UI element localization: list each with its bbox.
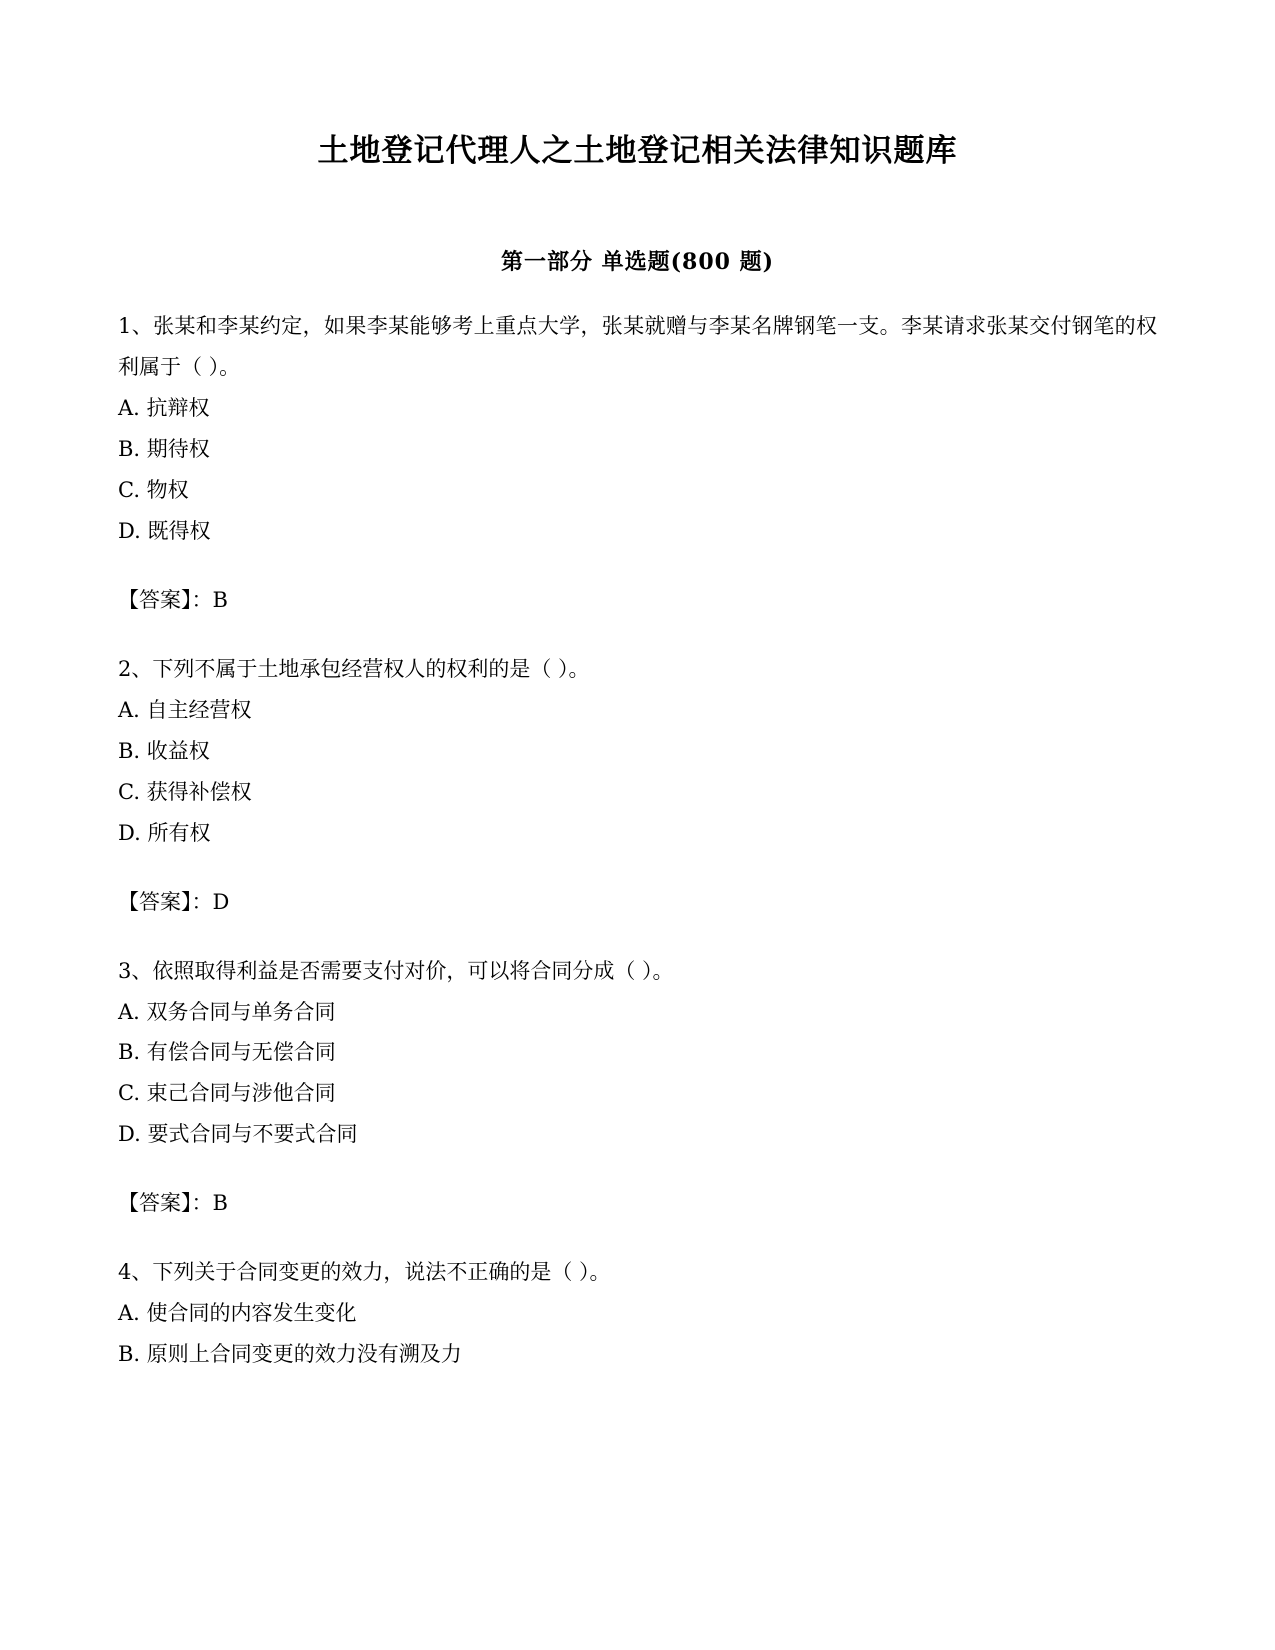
question-option: A. 双务合同与单务合同	[118, 999, 336, 1024]
question-option: C. 物权	[118, 478, 189, 503]
question-stem: 3、依照取得利益是否需要支付对价，可以将合同分成（ ）。	[118, 958, 674, 983]
question-option: A. 抗辩权	[118, 396, 210, 421]
answer-line: 【答案】：B	[118, 1191, 228, 1216]
answer-line: 【答案】：D	[118, 889, 230, 914]
question-option: B. 有偿合同与无偿合同	[118, 1040, 336, 1065]
question-block	[118, 649, 1157, 923]
question-option: B. 收益权	[118, 738, 210, 763]
question-option: C. 获得补偿权	[118, 779, 252, 804]
question-block	[118, 306, 1157, 621]
question-option: C. 束己合同与涉他合同	[118, 1081, 336, 1106]
question-stem: 1、张某和李某约定，如果李某能够考上重点大学，张某就赠与李某名牌钢笔一支。李某请求张某交付钢笔的权利属于（ ）。	[118, 314, 1157, 380]
question-stem: 4、下列关于合同变更的效力，说法不正确的是（ ）。	[118, 1260, 611, 1285]
question-block	[118, 951, 1157, 1225]
page-title: 土地登记代理人之土地登记相关法律知识题库	[317, 133, 958, 169]
question-option: A. 自主经营权	[118, 697, 252, 722]
question-option: B. 原则上合同变更的效力没有溯及力	[118, 1342, 462, 1367]
question-option: B. 期待权	[118, 437, 210, 462]
question-option: D. 所有权	[118, 820, 211, 845]
question-stem: 2、下列不属于土地承包经营权人的权利的是（ ）。	[118, 656, 590, 681]
question-block	[118, 1252, 1157, 1375]
section-heading: 第一部分 单选题(800 题)	[500, 249, 775, 276]
question-option: D. 既得权	[118, 519, 211, 544]
question-option: D. 要式合同与不要式合同	[118, 1122, 358, 1147]
question-option: A. 使合同的内容发生变化	[118, 1301, 357, 1326]
answer-line: 【答案】：B	[118, 588, 228, 613]
